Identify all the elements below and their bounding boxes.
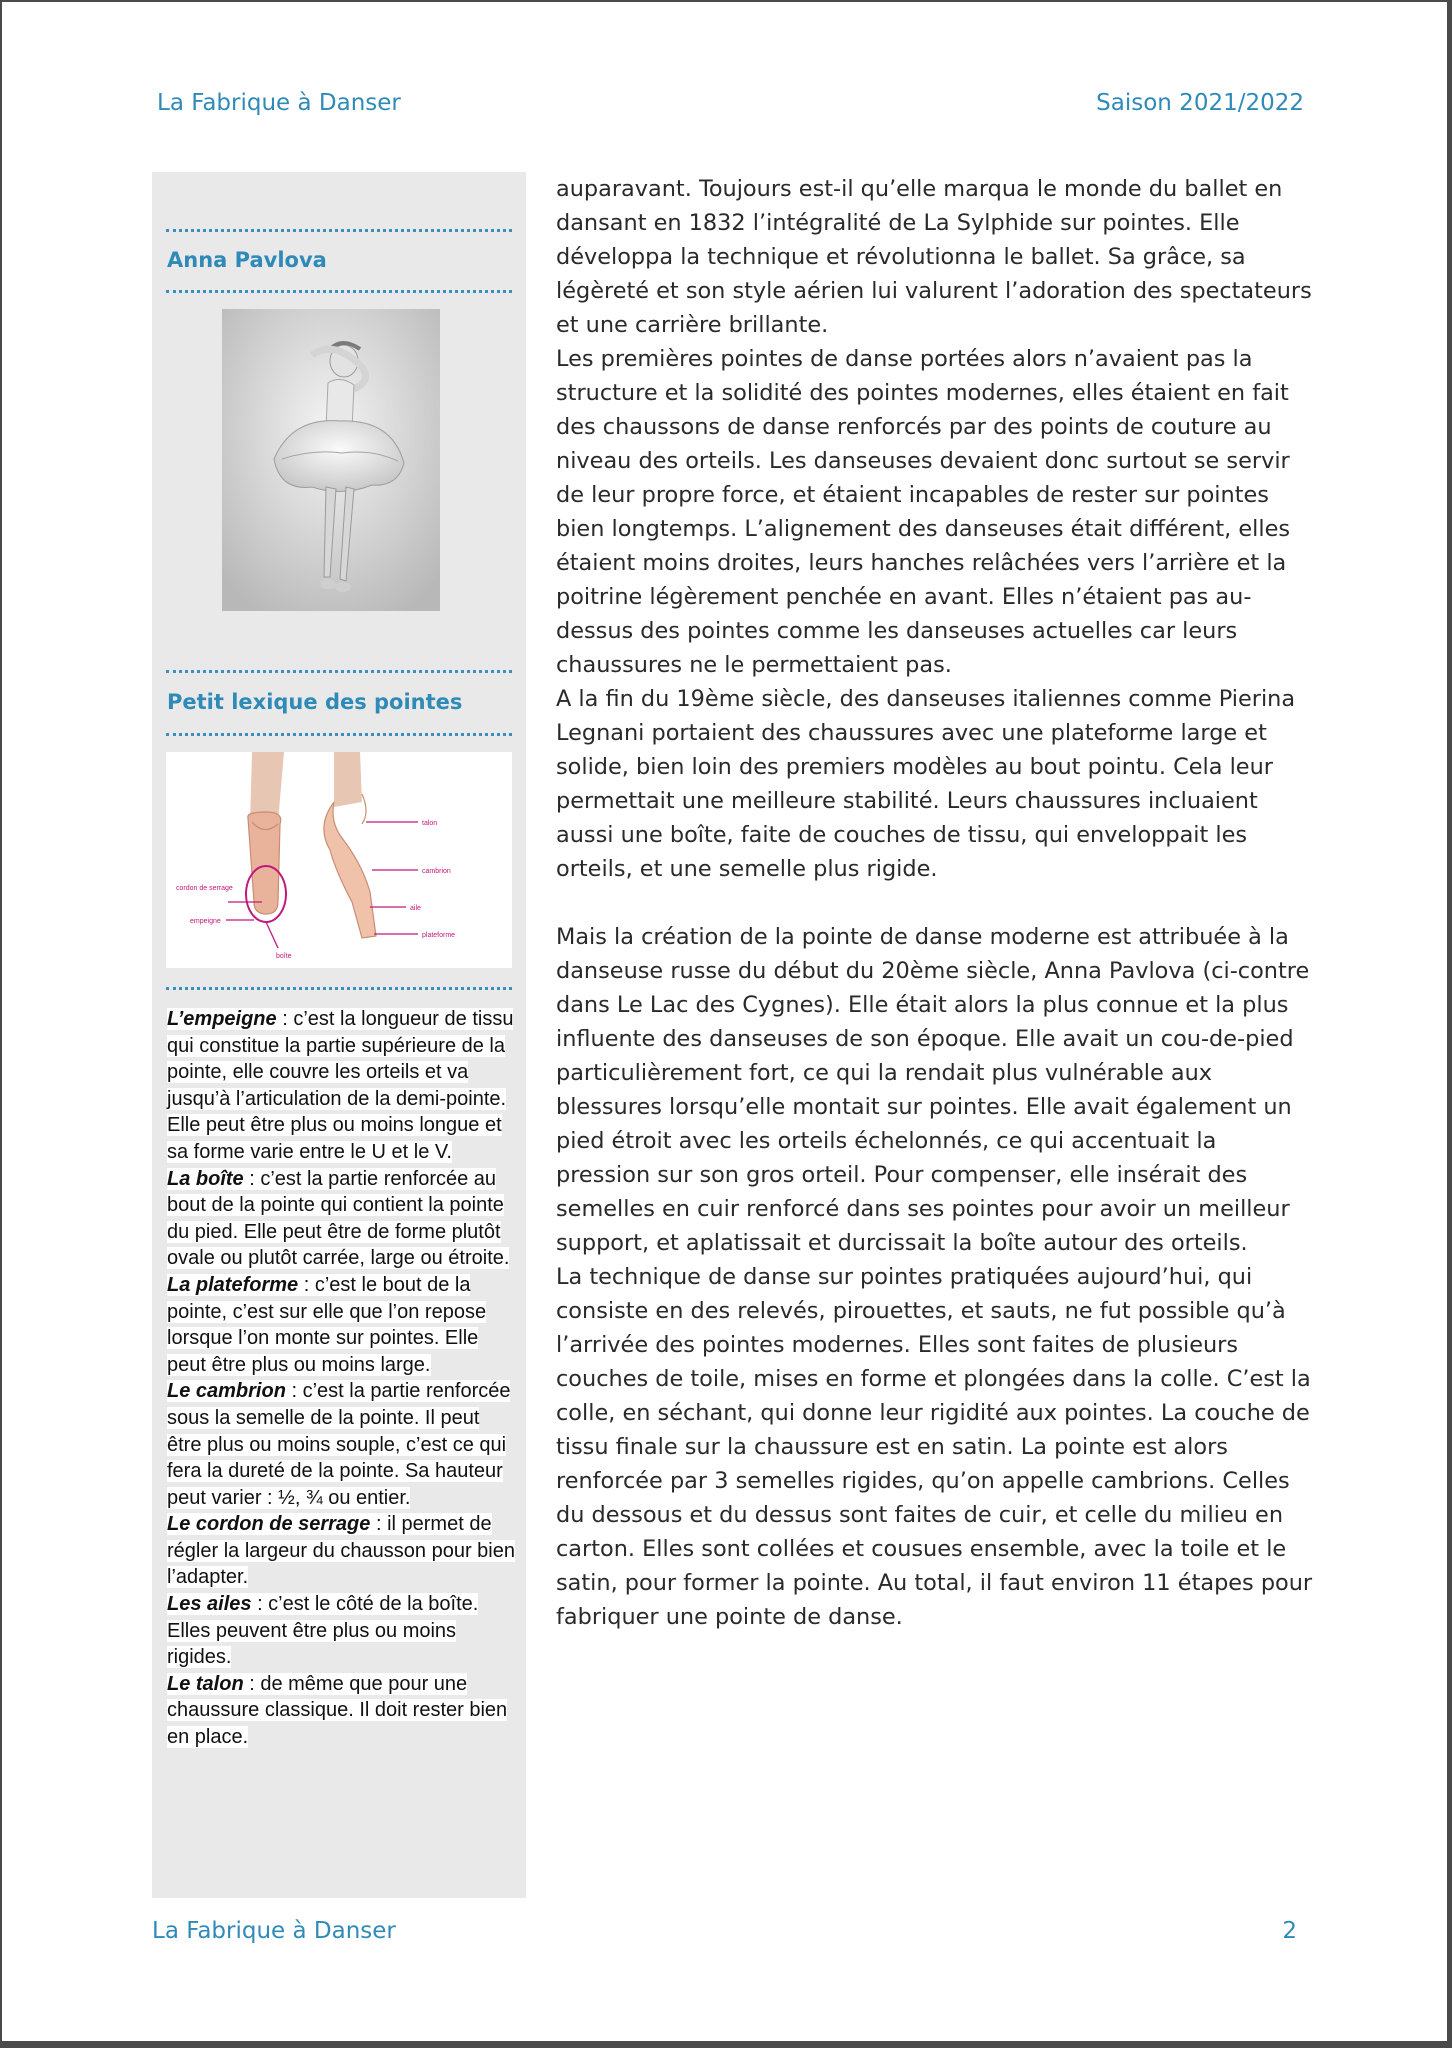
sidebar-title-anna-pavlova: Anna Pavlova — [167, 248, 327, 272]
article-paragraph: auparavant. Toujours est-il qu’elle marqua le monde du ballet en dansant en 1832 l’intégralité de La Sylphide sur pointes. Elle développa la technique et révolutionna le ballet. Sa grâce, sa légèreté et son style aérien lui valurent l’adoration des spectateurs et une carrière brillante. — [556, 176, 1312, 338]
lexicon-entry-ailes: Les ailes : c’est le côté de la boîte. Elles peuvent être plus ou moins rigides. — [167, 1593, 479, 1669]
diagram-label-talon: talon — [422, 820, 438, 827]
diagram-label-plateforme: plateforme — [422, 932, 456, 939]
diagram-label-empeigne: empeigne — [190, 918, 221, 925]
anna-pavlova-photo — [222, 309, 440, 611]
diagram-label-aile: aile — [410, 905, 421, 912]
article-paragraph: La technique de danse sur pointes pratiquées aujourd’hui, qui consiste en des relevés, pirouettes, et sauts, ne fut possible qu’à l’arrivée des pointes modernes. Elles sont faites de plusieurs couches de toile, mises en forme et plongées dans la colle. C’est la colle, en séchant, qui donne leur rigidité aux pointes. La couche de tissu finale sur la chaussure est en satin. La pointe est alors renforcée par 3 semelles rigides, qu’on appelle cambrions. Celles du dessous et du dessus sont faites de cuir, et celle du milieu en carton. Elles sont collées et cousues ensemble, avec la toile et le satin, pour former la pointe. Au total, il faut environ 11 étapes pour fabriquer une pointe de danse. — [556, 1264, 1313, 1630]
dotted-divider — [166, 987, 512, 990]
header-publication-title: La Fabrique à Danser — [157, 90, 401, 116]
article-paragraph: Les premières pointes de danse portées alors n’avaient pas la structure et la solidité des pointes modernes, elles étaient en fait des chaussons de danse renforcés par des points de couture au niveau des orteils. Les danseuses devaient donc surtout se servir de leur propre force, et étaient incapables de rester sur pointes bien longtemps. L’alignement des danseuses était différent, elles étaient moins droites, leurs hanches relâchées vers l’arrière et la poitrine légèrement penchée en avant. Elles n’étaient pas au-dessus des pointes comme les danseuses actuelles car leurs chaussures ne le permettaient pas. — [556, 346, 1291, 678]
lexicon-entry-empeigne: L’empeigne : c’est la longueur de tissu qui constitue la partie supérieure de la pointe, elle couvre les orteils et va jusqu’à l’articulation de la demi-pointe. Elle peut être plus ou moins longue et sa forme varie entre le U et le V. — [167, 1008, 514, 1163]
paragraph-spacer — [556, 886, 1316, 920]
lexicon-entry-talon: Le talon : de même que pour une chaussure classique. Il doit rester bien en place. — [167, 1672, 508, 1749]
sidebar-title-lexique: Petit lexique des pointes — [167, 690, 463, 714]
lexicon-entry-plateforme: La plateforme : c’est le bout de la pointe, c’est sur elle que l’on repose lorsque l’on monte sur pointes. Elle peut être plus ou moins large. — [167, 1273, 487, 1376]
pointe-shoe-diagram — [166, 752, 512, 968]
lexicon-entry-cambrion: Le cambrion : c’est la partie renforcée sous la semelle de la pointe. Il peut être plus ou moins souple, c’est ce qui fera la dureté de la pointe. Sa hauteur peut varier : ½, ¾ ou entier. — [167, 1380, 511, 1509]
diagram-label-cambrion: cambrion — [422, 868, 451, 875]
header-season: Saison 2021/2022 — [1096, 90, 1304, 116]
dotted-divider — [166, 733, 512, 736]
footer-publication-title: La Fabrique à Danser — [152, 1918, 396, 1944]
lexicon-list — [167, 1006, 517, 1751]
lexicon-entry-boite: La boîte : c’est la partie renforcée au bout de la pointe qui contient la pointe du pied. Elle peut être de forme plutôt ovale ou plutôt carrée, large ou étroite. — [167, 1167, 510, 1270]
diagram-label-boite: boîte — [276, 953, 292, 960]
article-paragraph: Mais la création de la pointe de danse moderne est attribuée à la danseuse russe du début du 20ème siècle, Anna Pavlova (ci-contre dans Le Lac des Cygnes). Elle était alors la plus connue et la plus influente des danseuses de son époque. Elle avait un cou-de-pied particulièrement fort, ce qui la rendait plus vulnérable aux blessures lorsqu’elle montait sur pointes. Elle avait également un pied étroit avec les orteils échelonnés, ce qui accentuait la pression sur son gros orteil. Pour compenser, elle insérait des semelles en cuir renforcé dans ses pointes pour avoir un meilleur support, et aplatissait et durcissait la boîte autour des orteils. — [556, 924, 1310, 1256]
lexicon-entry-cordon: Le cordon de serrage : il permet de régler la largeur du chausson pour bien l’adapter. — [167, 1513, 515, 1589]
dotted-divider — [166, 670, 512, 673]
dotted-divider — [166, 290, 512, 293]
article-paragraph: A la fin du 19ème siècle, des danseuses italiennes comme Pierina Legnani portaient des chaussures avec une plateforme large et solide, bien loin des premiers modèles au bout pointu. Cela leur permettait une meilleure stabilité. Leurs chaussures incluaient aussi une boîte, faite de couches de tissu, qui enveloppait les orteils, et une semelle plus rigide. — [556, 686, 1296, 882]
sidebar — [152, 172, 526, 1898]
page-number: 2 — [1282, 1918, 1297, 1944]
document-page — [2, 2, 1447, 2041]
diagram-label-cordon: cordon de serrage — [176, 885, 233, 892]
main-article — [556, 172, 1316, 1634]
dotted-divider — [166, 229, 512, 232]
